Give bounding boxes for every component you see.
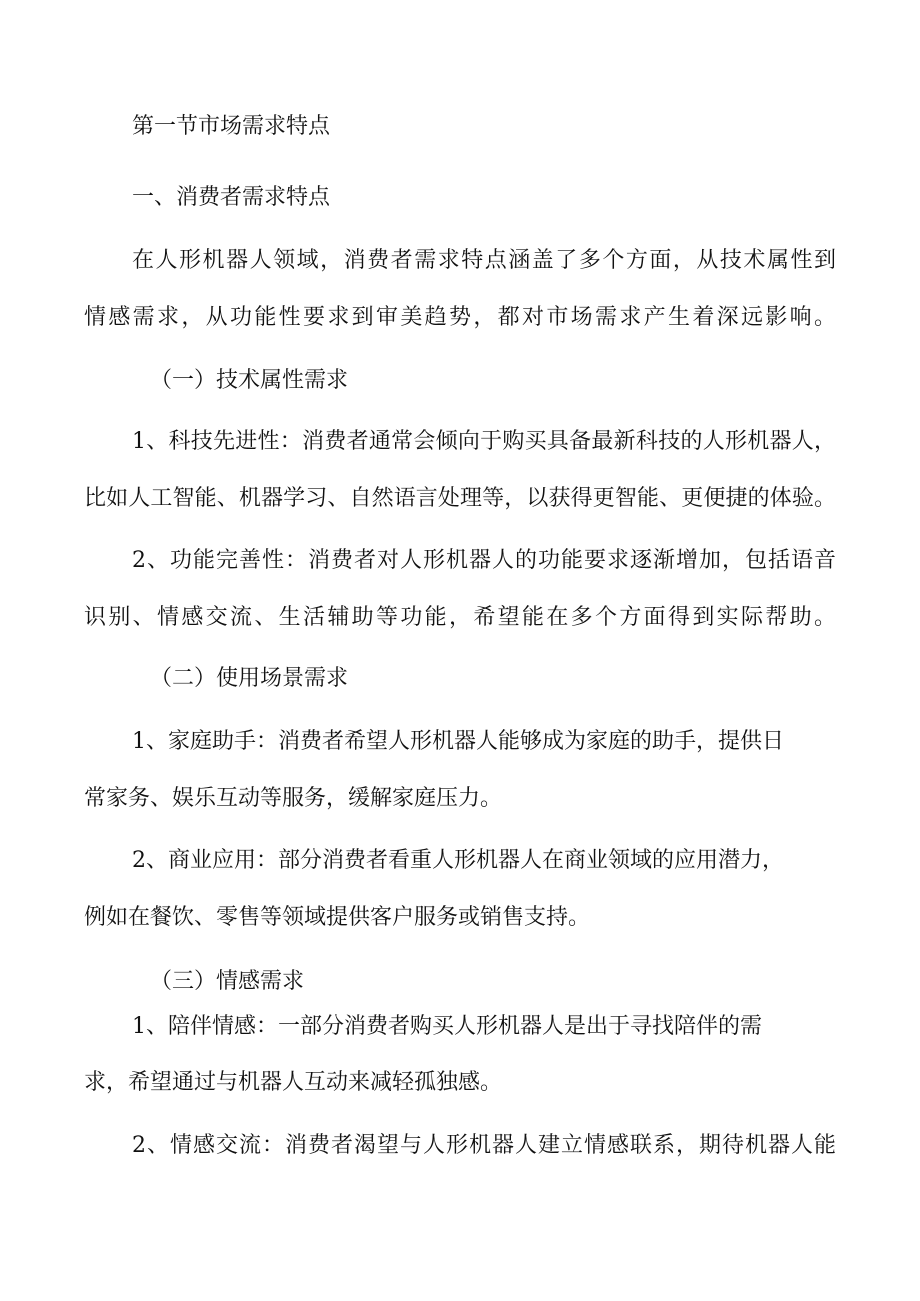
group-3-item-1-line-2: 求，希望通过与机器人互动来减轻孤独感。 <box>84 1070 503 1095</box>
subsection-heading: 一、消费者需求特点 <box>132 185 331 210</box>
group-2-item-2-line-1: 2、商业应用：部分消费者看重人形机器人在商业领域的应用潜力， <box>132 848 784 873</box>
section-title: 第一节市场需求特点 <box>132 114 331 139</box>
group-1-item-2-line-1: 2、功能完善性：消费者对人形机器人的功能要求逐渐增加，包括语音 <box>132 548 836 573</box>
group-2-heading: （二）使用场景需求 <box>150 666 349 691</box>
group-2-item-1-line-1: 1、家庭助手：消费者希望人形机器人能够成为家庭的助手，提供日 <box>132 729 784 754</box>
group-3-item-2-line-1: 2、情感交流：消费者渴望与人形机器人建立情感联系，期待机器人能 <box>132 1133 836 1158</box>
group-1-item-2-line-2: 识别、情感交流、生活辅助等功能，希望能在多个方面得到实际帮助。 <box>84 605 836 630</box>
intro-line-1: 在人形机器人领域，消费者需求特点涵盖了多个方面，从技术属性到 <box>132 248 836 273</box>
group-3-heading: （三）情感需求 <box>150 969 305 994</box>
group-2-item-2-line-2: 例如在餐饮、零售等领域提供客户服务或销售支持。 <box>84 905 591 930</box>
group-1-item-1-line-1: 1、科技先进性：消费者通常会倾向于购买具备最新科技的人形机器人， <box>132 429 836 454</box>
group-1-item-1-line-2: 比如人工智能、机器学习、自然语言处理等，以获得更智能、更便捷的体验。 <box>84 486 836 511</box>
group-1-heading: （一）技术属性需求 <box>150 368 349 393</box>
group-2-item-1-line-2: 常家务、娱乐互动等服务，缓解家庭压力。 <box>84 786 503 811</box>
intro-line-2: 情感需求，从功能性要求到审美趋势，都对市场需求产生着深远影响。 <box>84 305 836 330</box>
group-3-item-1-line-1: 1、陪伴情感：一部分消费者购买人形机器人是出于寻找陪伴的需 <box>132 1014 762 1039</box>
